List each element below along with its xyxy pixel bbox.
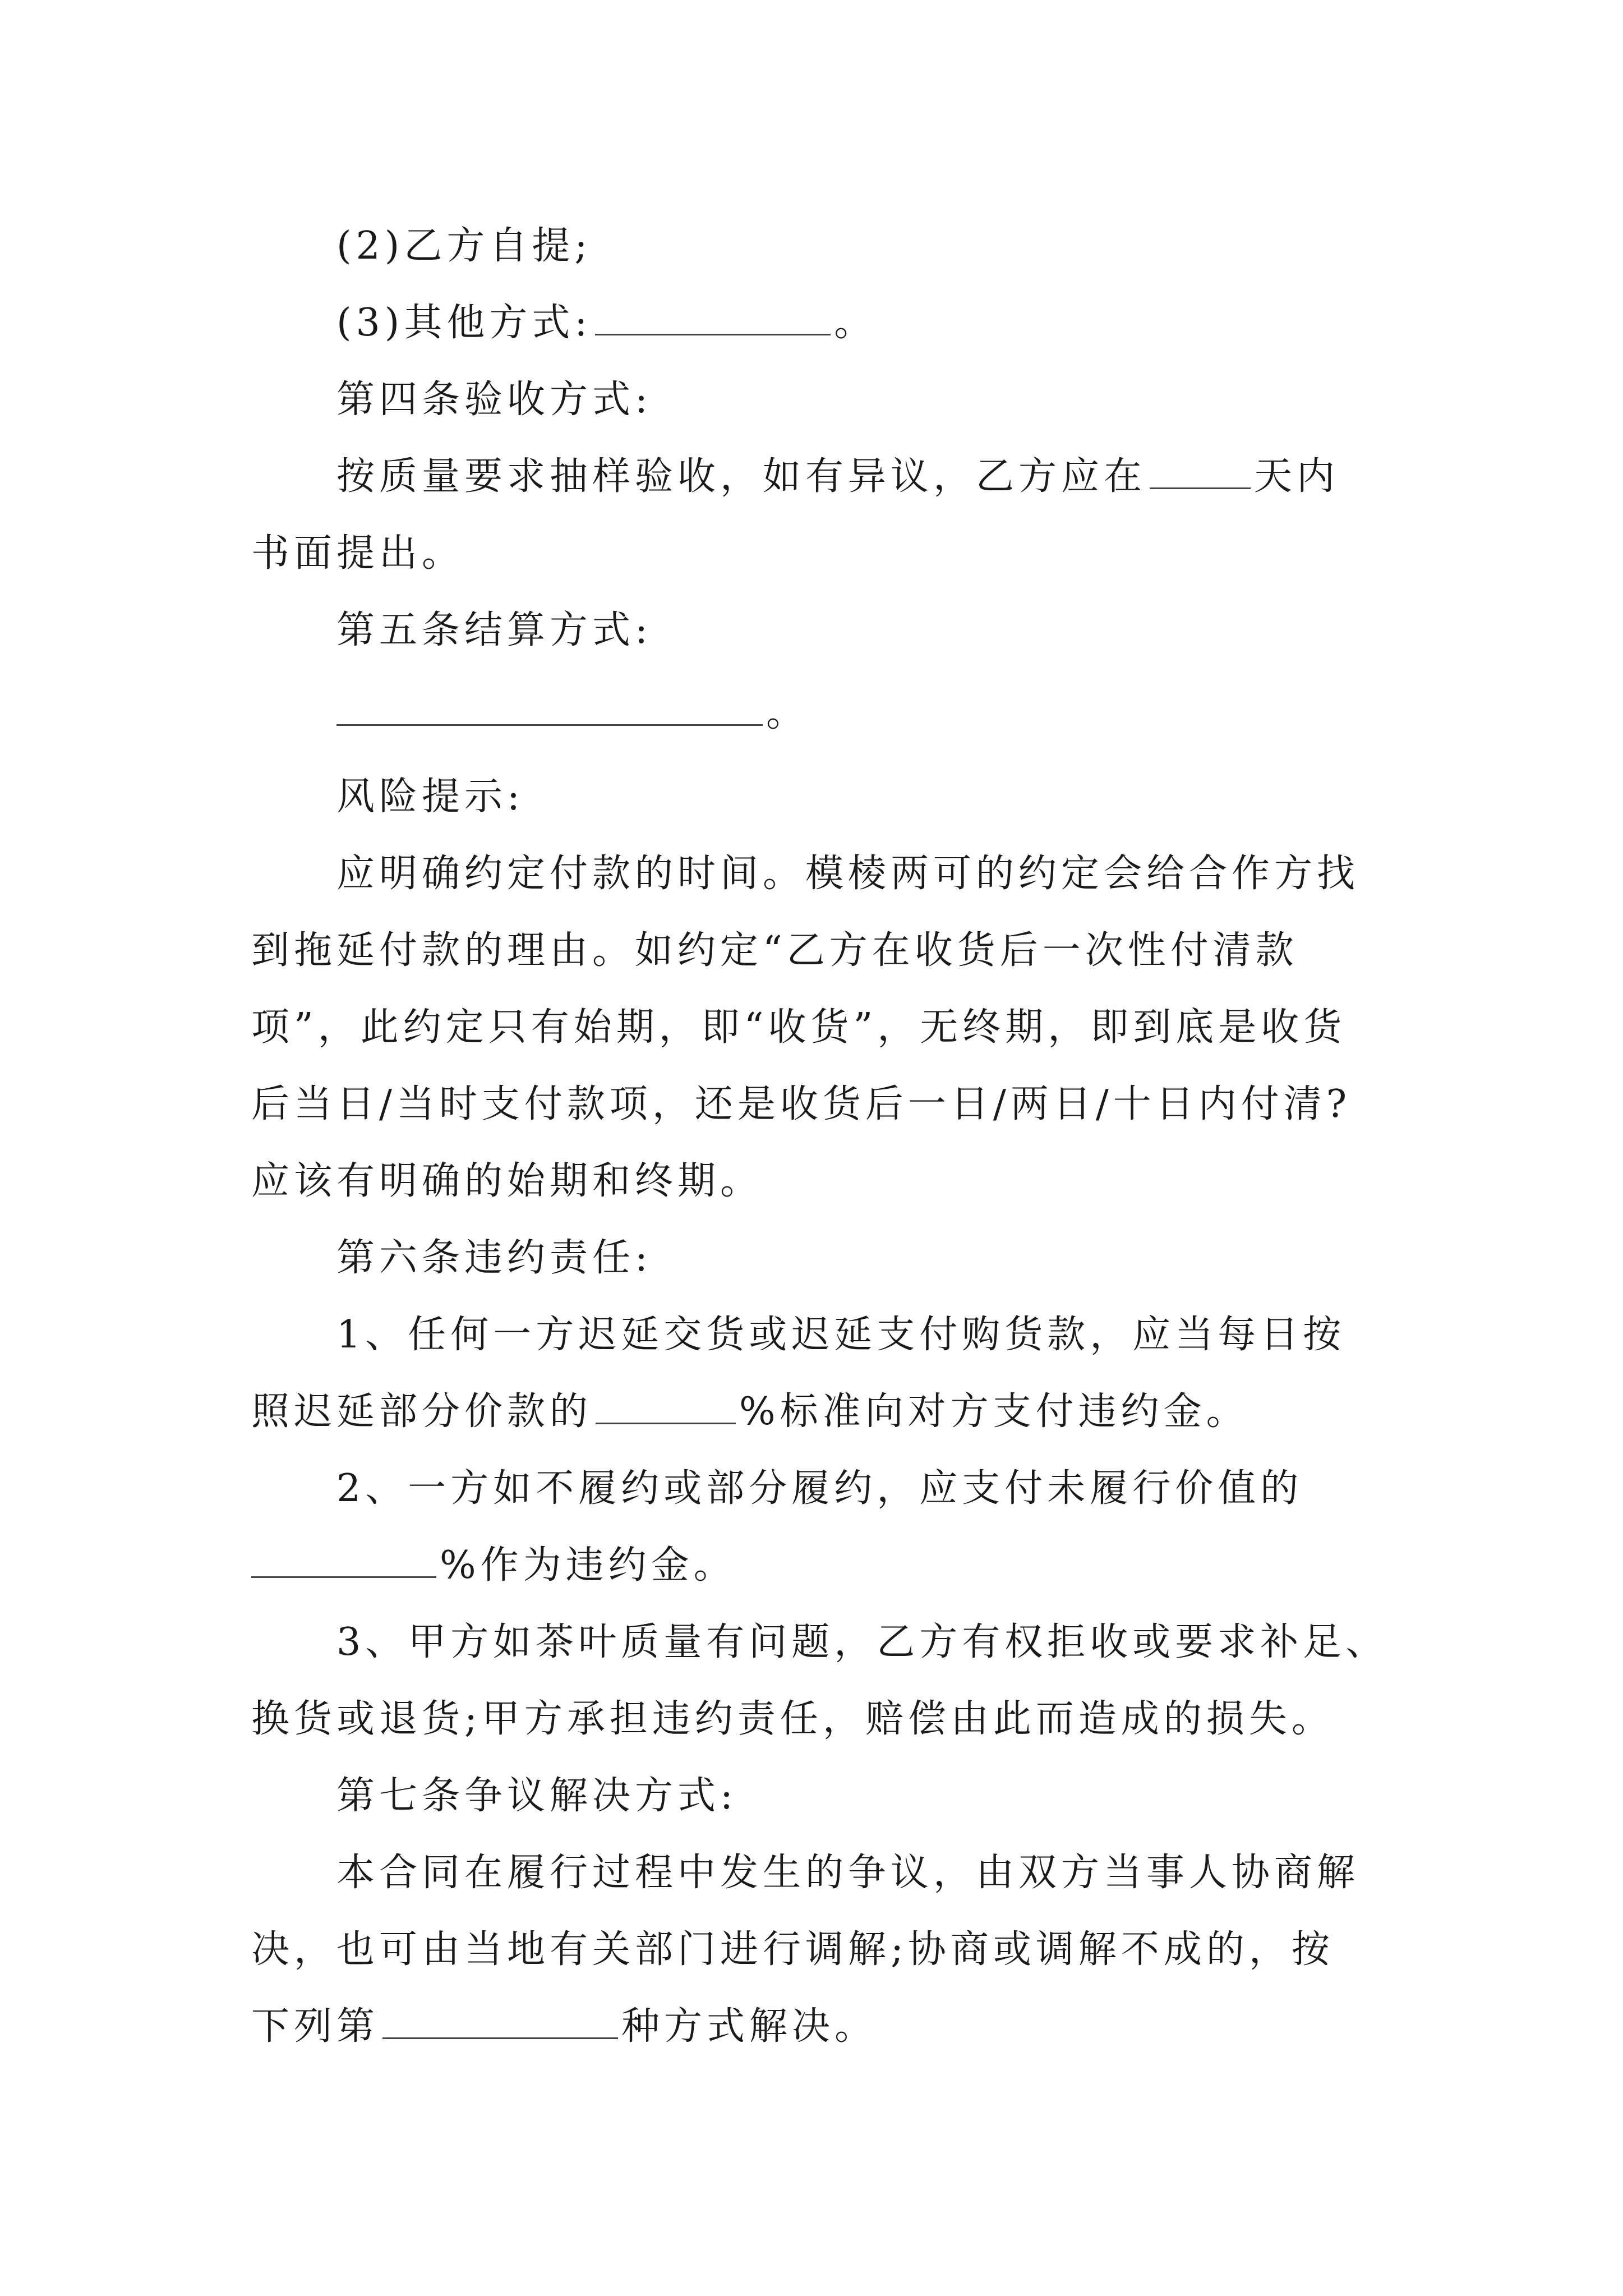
article-7-text-line-2: 决，也可由当地有关部门进行调解;协商或调解不成的，按 xyxy=(251,1927,1334,1972)
article-6-clause-3-line-1: 3、甲方如茶叶质量有问题，乙方有权拒收或要求补足、 xyxy=(336,1620,1389,1664)
daily-penalty-rate-blank[interactable] xyxy=(596,1391,736,1424)
article-4-text-line-2: 书面提出。 xyxy=(251,531,465,576)
risk-notice-line-4: 后当日/当时支付款项，还是收货后一日/两日/十日内付清? xyxy=(251,1082,1352,1126)
dispute-method-blank[interactable] xyxy=(382,2006,618,2039)
other-method-blank[interactable] xyxy=(595,302,831,335)
article-6-clause-2-line-1: 2、一方如不履约或部分履约，应支付未履行价值的 xyxy=(336,1466,1303,1511)
article-6-clause-3-line-2: 换货或退货;甲方承担违约责任，赔偿由此而造成的损失。 xyxy=(251,1697,1334,1741)
article-4-heading: 第四条验收方式: xyxy=(336,378,652,422)
article-6-heading: 第六条违约责任: xyxy=(336,1236,652,1280)
delivery-option-3: (3)其他方式: 。 xyxy=(336,301,877,345)
objection-days-blank[interactable] xyxy=(1150,456,1251,489)
nonperformance-penalty-blank[interactable] xyxy=(251,1545,436,1578)
article-6-clause-1-line-2: 照迟延部分价款的 %标准向对方支付违约金。 xyxy=(251,1389,1249,1434)
settlement-method-blank[interactable] xyxy=(336,693,763,726)
article-6-clause-2-line-2: %作为违约金。 xyxy=(251,1527,1384,1604)
risk-notice-line-2: 到拖延付款的理由。如约定“乙方在收货后一次性付清款 xyxy=(251,928,1298,973)
delivery-option-2: (2)乙方自提; xyxy=(336,224,592,268)
article-4-text-line-1: 按质量要求抽样验收，如有异议，乙方应在 天内 xyxy=(336,454,1340,499)
article-6-clause-1-line-1: 1、任何一方迟延交货或迟延支付购货款，应当每日按 xyxy=(336,1313,1346,1357)
article-7-text-line-3: 下列第 种方式解决。 xyxy=(251,2004,878,2049)
article-5-heading: 第五条结算方式: xyxy=(336,608,652,652)
article-7-heading: 第七条争议解决方式: xyxy=(336,1774,737,1818)
risk-notice-heading: 风险提示: xyxy=(336,775,524,819)
risk-notice-line-3: 项”，此约定只有始期，即“收货”，无终期，即到底是收货 xyxy=(251,1005,1347,1050)
risk-notice-line-1: 应明确约定付款的时间。模棱两可的约定会给合作方找 xyxy=(336,852,1360,896)
article-7-text-line-1: 本合同在履行过程中发生的争议，由双方当事人协商解 xyxy=(336,1851,1360,1895)
settlement-method-line: 。 xyxy=(251,669,1384,758)
risk-notice-line-5: 应该有明确的始期和终期。 xyxy=(251,1159,763,1203)
contract-body xyxy=(251,208,1389,2065)
